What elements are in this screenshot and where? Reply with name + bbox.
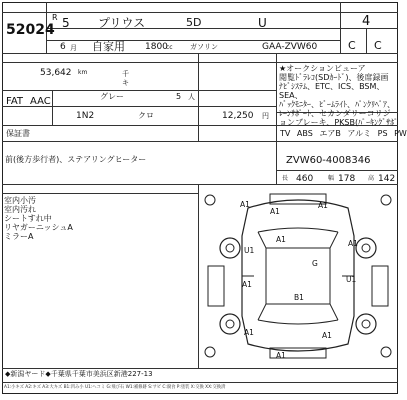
displacement-unit: cc	[166, 44, 173, 51]
inspector-remark: リヤガーニッシュA	[4, 223, 73, 232]
wheel-icon	[220, 238, 240, 258]
selling-point-line: ★オークションビューア	[279, 64, 366, 73]
damage-mark: U1	[346, 275, 357, 284]
door-count: 5D	[186, 16, 202, 29]
equipment-item: エアB	[319, 129, 341, 138]
equipment-list	[280, 130, 407, 138]
year: 5	[62, 16, 70, 30]
month-unit: 月	[70, 44, 77, 52]
damage-mark: A1	[270, 207, 280, 216]
damage-mark: G	[312, 259, 318, 268]
damage-mark: A1	[348, 239, 358, 248]
chassis-number: ZVW60-4008346	[286, 155, 371, 166]
exterior-grade: C	[374, 39, 382, 52]
length-value: 460	[296, 174, 314, 184]
fuel-type: ガソリン	[190, 43, 218, 51]
ac-type: AAC	[30, 96, 51, 107]
side-window-outline	[372, 266, 388, 306]
notes-line: 前(後方歩行者)、ステアリングヒーター	[5, 155, 147, 164]
month: 6	[60, 42, 66, 52]
color-code: 1N2	[76, 111, 95, 121]
selling-point-line: ﾊﾞｯｸﾓﾆﾀｰ、ﾋﾞｰﾑﾗｲﾄ、ﾊﾟﾝｸﾘﾍﾟｱ、	[279, 100, 395, 109]
shift-type: FAT	[6, 96, 24, 107]
damage-mark: A1	[276, 351, 286, 360]
grade: U	[258, 16, 267, 30]
trim-color: クロ	[138, 111, 154, 120]
mileage-value: 53,642	[40, 68, 72, 78]
mileage-unit-km: キ	[122, 79, 129, 87]
equipment-item: アルミ	[347, 129, 372, 138]
height-label: 高	[368, 175, 375, 182]
wheel-icon	[356, 238, 376, 258]
inspector-remark: 室内小汚	[4, 196, 36, 205]
selling-point-line: ョンブレーキ、PKSB(ﾊﾟｰｷﾝｸﾞｻﾎﾟ	[279, 118, 399, 127]
car-body-outline	[242, 200, 357, 351]
mileage-unit-thousand: 千	[122, 70, 129, 78]
warranty-label: 保証書	[6, 129, 30, 138]
selling-point-line: 閲覧ﾄﾞﾗﾚｺ(SDｶｰﾄﾞ)、後席録画	[279, 73, 389, 82]
damage-mark: U1	[244, 246, 255, 255]
displacement: 1800	[145, 42, 168, 52]
model-code: GAA-ZVW60	[262, 42, 318, 52]
lot-number: 52024	[6, 22, 55, 38]
equipment-item: PW	[394, 129, 407, 138]
width-label: 幅	[328, 175, 335, 182]
overall-score: 4	[362, 14, 371, 29]
footer-disclaimer: A1:小キズ A2:キズ A3:大キズ B1:凹み小 U1:ヘコミ G:飛び石 W1:補修跡 S:サビ C:腐食 P:塗装 X:交換 XX:交換済	[4, 385, 226, 390]
capacity-unit: 人	[188, 93, 195, 101]
selling-point-line: ﾅﾋﾞｼｽﾃﾑ、ETC、ICS、BSM、SEA、	[279, 82, 385, 100]
damage-mark: A1	[242, 280, 252, 289]
width-value: 178	[338, 174, 356, 184]
damage-mark: A1	[276, 235, 286, 244]
height-value: 142	[378, 174, 396, 184]
yard-location: ◆新潟ヤード◆千葉県千葉市美浜区新港227-13	[5, 370, 153, 378]
damage-mark: A1	[240, 200, 250, 209]
damage-mark: A1	[244, 328, 254, 337]
recycle-fee-unit: 円	[262, 112, 269, 120]
usage: 自家用	[92, 40, 125, 53]
side-window-outline	[208, 266, 224, 306]
damage-mark: A1	[322, 331, 332, 340]
damage-mark: A1	[318, 201, 328, 210]
body-color: グレー	[100, 92, 124, 101]
inspector-remark: 室内汚れ	[4, 205, 36, 214]
damage-mark: B1	[294, 293, 304, 302]
equipment-item: ABS	[296, 129, 313, 138]
recycle-fee: 12,250	[222, 111, 254, 121]
selling-points	[279, 64, 400, 127]
car-name: プリウス	[98, 16, 146, 30]
wheel-icon	[356, 314, 376, 334]
length-label: 長	[282, 175, 289, 182]
inspector-remarks	[4, 196, 73, 241]
mileage-unit: km	[78, 69, 88, 76]
wheel-icon	[220, 314, 240, 334]
equipment-item: PS	[377, 129, 388, 138]
car-damage-diagram	[200, 186, 396, 366]
selling-point-line: ﾚｰﾝｻﾎﾟｰﾄ、セカンダリーコリジ	[279, 109, 391, 118]
interior-grade: C	[348, 39, 356, 52]
inspector-remark: ミラーA	[4, 232, 34, 241]
capacity-value: 5	[176, 92, 182, 101]
year-era: R	[52, 13, 58, 22]
equipment-item: TV	[280, 129, 291, 138]
inspector-remark: シートすれ中	[4, 214, 52, 223]
